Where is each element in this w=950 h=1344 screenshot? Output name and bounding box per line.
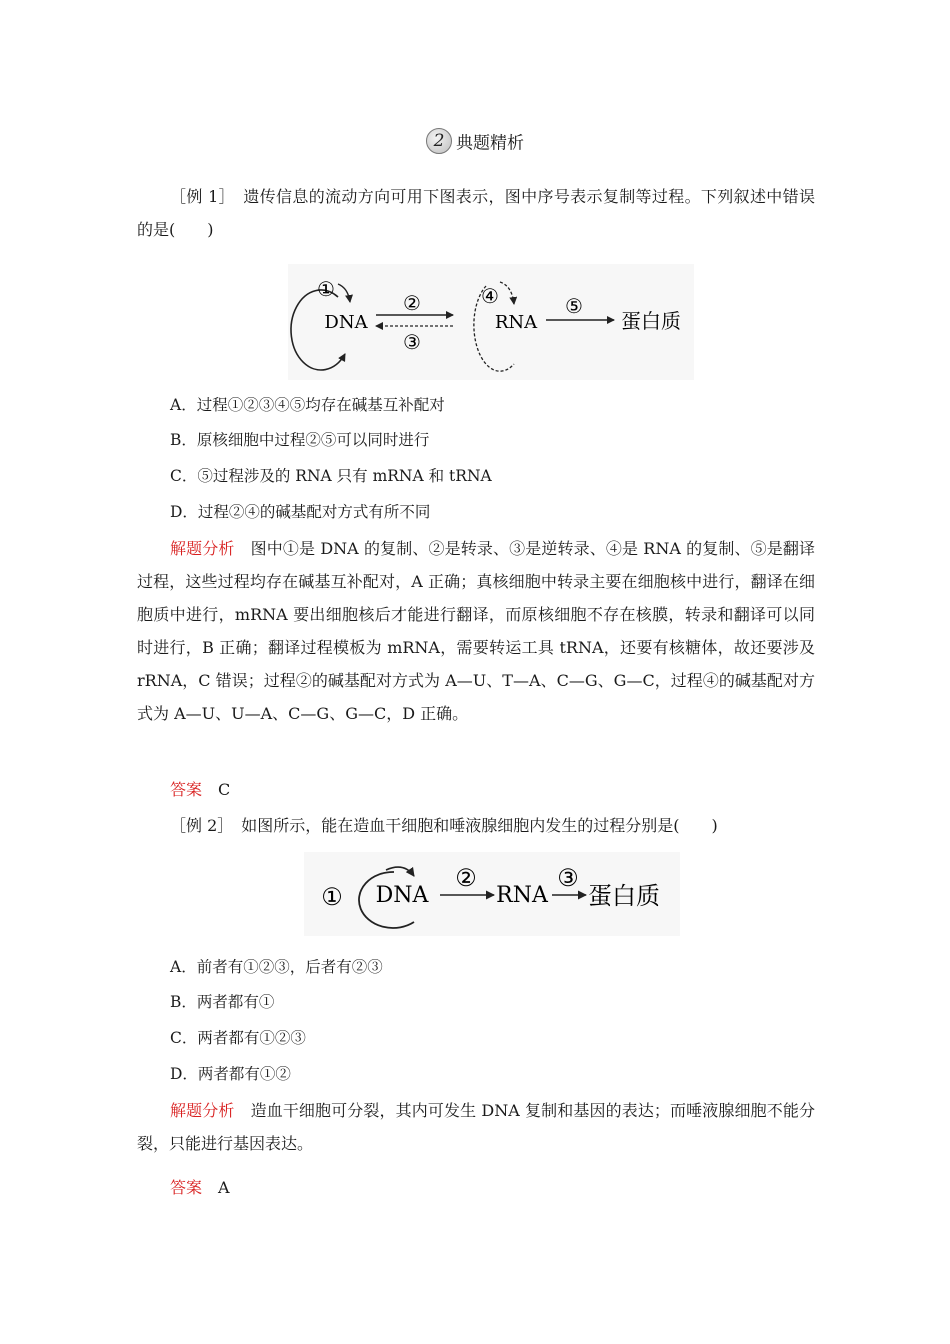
example1-stem: ［例 1］ 遗传信息的流动方向可用下图表示，图中序号表示复制等过程。下列叙述中错误的是( )	[137, 187, 815, 239]
fig2-label-n2: ②	[455, 864, 477, 892]
example2-answer	[137, 1171, 815, 1204]
fig2-label-n3: ③	[557, 864, 579, 892]
example2-analysis-text: 造血干细胞可分裂，其内可发生 DNA 复制和基因的表达；而唾液腺细胞不能分裂，只能进行基因表达。	[137, 1101, 815, 1153]
example1-flow-diagram	[288, 264, 694, 380]
example1-option-d: D．过程②④的碱基配对方式有所不同	[170, 503, 431, 521]
section-title: 典题精析	[456, 133, 524, 154]
example1-answer-value: C	[202, 780, 231, 799]
fig2-label-n1: ①	[321, 883, 343, 911]
section-heading	[0, 128, 950, 154]
example1-option-c: C．⑤过程涉及的 RNA 只有 mRNA 和 tRNA	[170, 467, 492, 485]
example1-option-a: A．过程①②③④⑤均存在碱基互补配对	[170, 396, 445, 414]
label-n3: ③	[403, 330, 421, 354]
example1-option-b: B．原核细胞中过程②⑤可以同时进行	[170, 431, 430, 449]
label-dna: DNA	[324, 312, 368, 333]
label-protein: 蛋白质	[621, 309, 681, 333]
example2-analysis	[137, 1094, 815, 1160]
example2-analysis-label: 解题分析	[170, 1101, 235, 1120]
example2-option-a: A．前者有①②③，后者有②③	[170, 958, 383, 976]
example2-flow-diagram	[304, 852, 680, 936]
label-n1: ①	[317, 277, 335, 301]
fig2-label-dna: DNA	[375, 883, 429, 908]
label-rna: RNA	[494, 312, 538, 333]
example1-analysis-text: 图中①是 DNA 的复制、②是转录、③是逆转录、④是 RNA 的复制、⑤是翻译过程，这些过程均存在碱基互补配对，A 正确；真核细胞中转录主要在细胞核中进行，翻译在细胞质中进行，mRNA 要出细胞核后才能进行翻译，而原核细胞不存在核膜，转录和翻译可以同时进行，B 正确；翻译过程模板为 mRNA，需要转运工具 tRNA，还要有核糖体，故还要涉及 rRNA，C 错误；过程②的碱基配对方式为 A—U、T—A、C—G、G—C，过程④的碱基配对方式为 A—U、U—A、C—G、G—C，D 正确。	[137, 539, 815, 723]
fig2-label-protein: 蛋白质	[588, 882, 660, 910]
label-n2: ②	[403, 291, 421, 315]
example1-answer	[137, 773, 815, 806]
example1-analysis	[137, 532, 815, 730]
label-n4: ④	[481, 284, 499, 308]
example2-option-d: D．两者都有①②	[170, 1065, 291, 1083]
example1-analysis-label: 解题分析	[170, 539, 235, 558]
fig2-label-rna: RNA	[496, 883, 548, 908]
example2-option-b: B．两者都有①	[170, 993, 275, 1011]
label-n5: ⑤	[565, 294, 583, 318]
example2-answer-label: 答案	[170, 1178, 203, 1197]
example1-answer-label: 答案	[170, 780, 203, 799]
example2-stem: ［例 2］ 如图所示，能在造血干细胞和唾液腺细胞内发生的过程分别是( )	[170, 816, 718, 835]
section-number-badge: 2	[426, 128, 452, 154]
example2-answer-value: A	[202, 1178, 230, 1197]
example2-option-c: C．两者都有①②③	[170, 1029, 306, 1047]
